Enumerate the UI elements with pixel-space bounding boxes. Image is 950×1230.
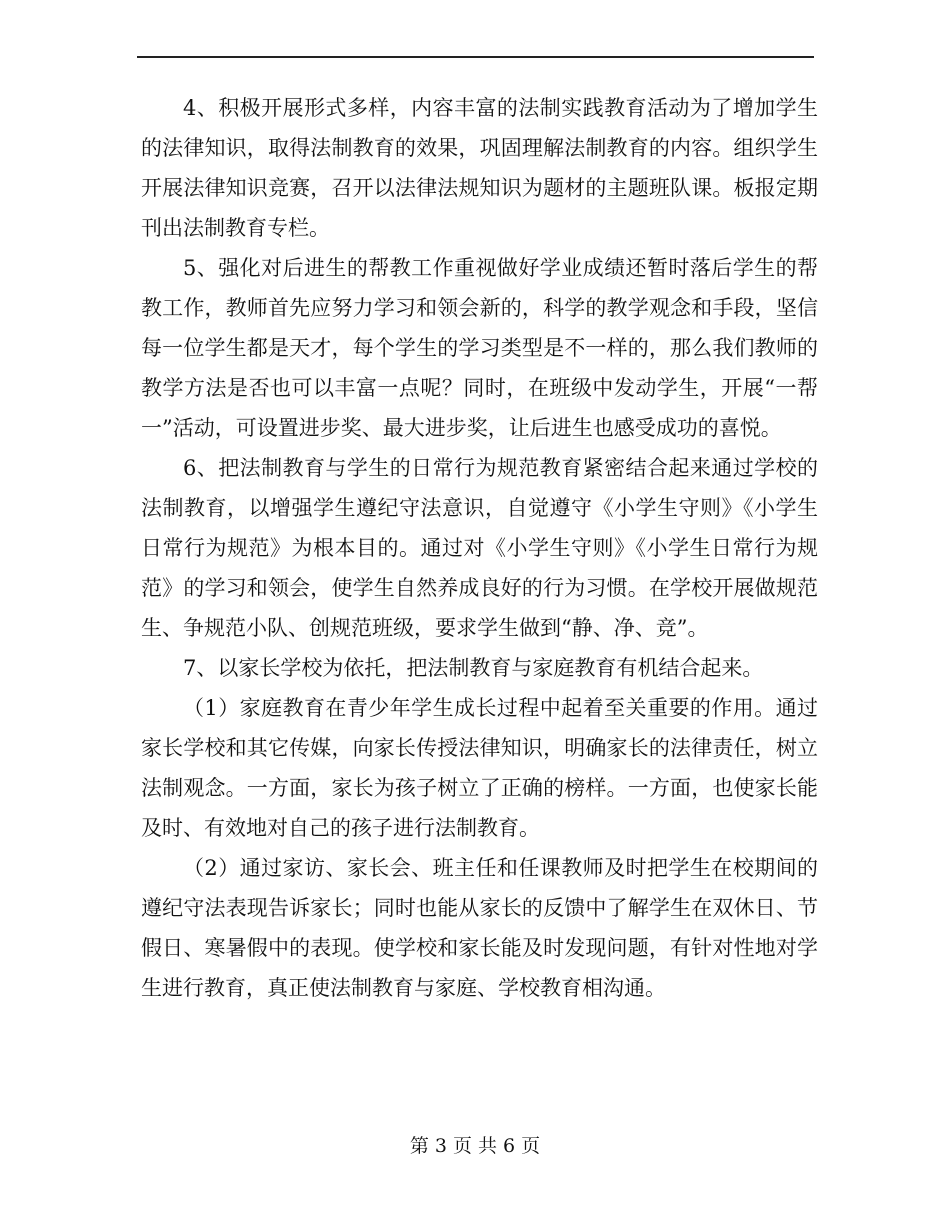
paragraph-subitem-1: （1）家庭教育在青少年学生成长过程中起着至关重要的作用。通过家长学校和其它传媒，向家长传授法律知识，明确家长的法律责任，树立法制观念。一方面，家长为孩子树立了正确的榜样。一方面，也使家长能及时、有效地对自己的孩子进行法制教育。 (141, 696, 818, 840)
paragraph-item-5: 5、强化对后进生的帮教工作重视做好学业成绩还暂时落后学生的帮教工作，教师首先应努力学习和领会新的，科学的教学观念和手段，坚信每一位学生都是天才，每个学生的学习类型是不一样的，那么我们教师的教学方法是否也可以丰富一点呢？同时，在班级中发动学生，开展“一帮一”活动，可设置进步奖、最大进步奖，让后进生也感受成功的喜悦。 (141, 256, 818, 440)
header-rule (137, 56, 814, 58)
page-number-footer: 第 3 页 共 6 页 (409, 1135, 541, 1157)
document-body (141, 88, 818, 1008)
paragraph-subitem-2: （2）通过家访、家长会、班主任和任课教师及时把学生在校期间的遵纪守法表现告诉家长；同时也能从家长的反馈中了解学生在双休日、节假日、寒暑假中的表现。使学校和家长能及时发现问题，有针对性地对学生进行教育，真正使法制教育与家庭、学校教育相沟通。 (141, 856, 818, 1000)
paragraph-item-6: 6、把法制教育与学生的日常行为规范教育紧密结合起来通过学校的法制教育，以增强学生遵纪守法意识，自觉遵守《小学生守则》《小学生日常行为规范》为根本目的。通过对《小学生守则》《小学生日常行为规范》的学习和领会，使学生自然养成良好的行为习惯。在学校开展做规范生、争规范小队、创规范班级，要求学生做到“静、净、竞”。 (141, 456, 818, 640)
paragraph-item-4: 4、积极开展形式多样，内容丰富的法制实践教育活动为了增加学生的法律知识，取得法制教育的效果，巩固理解法制教育的内容。组织学生开展法律知识竞赛，召开以法律法规知识为题材的主题班队课。板报定期刊出法制教育专栏。 (141, 96, 818, 240)
paragraph-item-7: 7、以家长学校为依托，把法制教育与家庭教育有机结合起来。 (183, 656, 764, 680)
